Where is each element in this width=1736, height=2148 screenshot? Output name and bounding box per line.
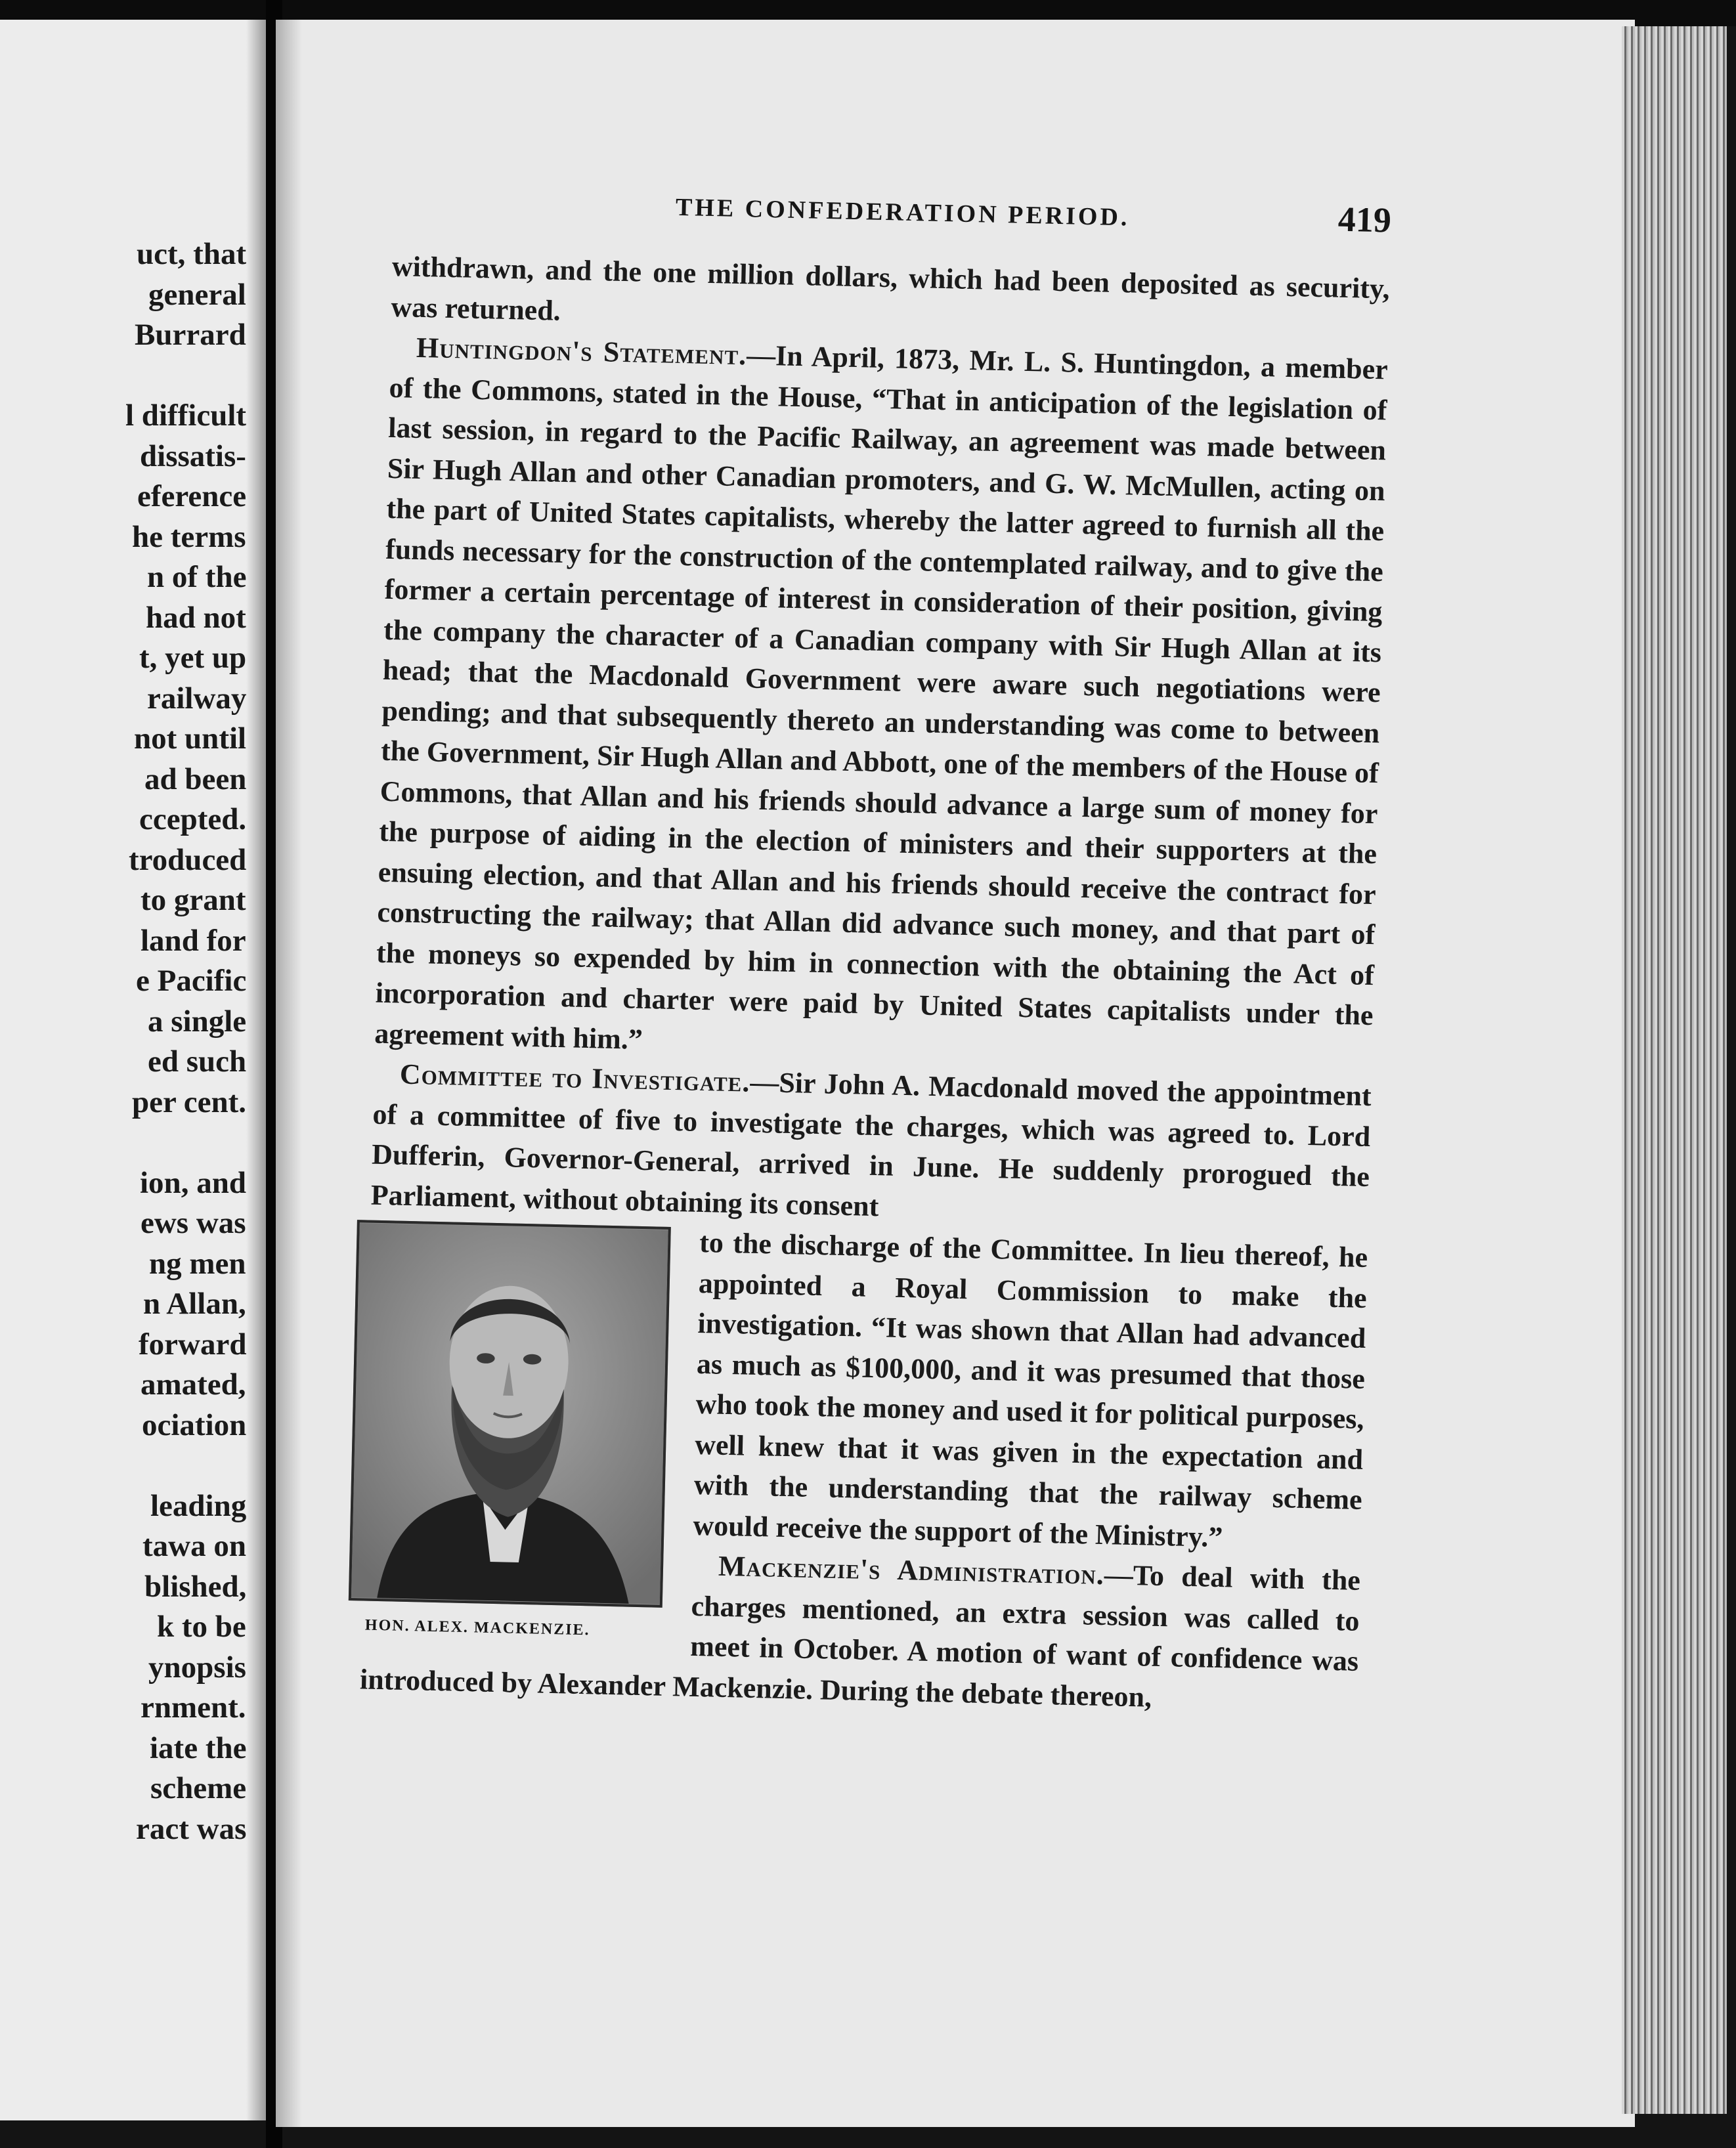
left-page-line: leading: [150, 1488, 247, 1523]
left-page-line: ccepted.: [139, 802, 247, 836]
portrait-caption: HON. ALEX. MACKENZIE.: [364, 1616, 590, 1639]
left-page-line: k to be: [157, 1610, 246, 1644]
left-page-line: blished,: [144, 1569, 247, 1604]
page-number: 419: [1337, 199, 1392, 240]
left-page-line: e Pacific: [136, 964, 247, 998]
left-page-line: ociation: [142, 1407, 247, 1442]
paragraph-committee-text-a: —Sir John A. Macdonald moved the appointment of a committee of five to investigate the charges, which was agreed to. Lord Dufferin, Governor-General, arrived in June. He suddenly prorogued the Parliament, without obtaining its consent: [370, 1065, 1372, 1222]
left-page-line: forward: [139, 1327, 247, 1362]
section-heading-committee: Committee to Investigate.: [399, 1058, 750, 1098]
left-page-line: ews was: [141, 1206, 246, 1240]
left-page-line: dissatis-: [140, 439, 246, 473]
left-page-line: ynopsis: [148, 1650, 246, 1685]
left-page-line: not until: [134, 721, 247, 756]
left-page-line: t, yet up: [139, 641, 247, 675]
paragraph-continuation: withdrawn, and the one million dollars, which had been deposited as security, was returned.: [390, 249, 1391, 327]
portrait-figure: [348, 1220, 678, 1641]
section-heading-huntingdon: Huntingdon's Statement.: [416, 331, 747, 372]
body-text: [359, 246, 1390, 1722]
left-page-line: ract was: [136, 1811, 247, 1846]
left-page-line: per cent.: [132, 1085, 247, 1119]
left-page-line: ng men: [149, 1246, 246, 1281]
left-page-fragment: [0, 20, 266, 2120]
left-page-line: amated,: [141, 1367, 246, 1402]
page-fore-edge: [1622, 26, 1727, 2114]
left-page-line: uct, that: [137, 237, 247, 271]
left-page-line: had not: [146, 600, 246, 635]
left-page-line: Burrard: [135, 318, 246, 352]
left-page-line: to grant: [141, 883, 246, 917]
left-page-line: n Allan,: [143, 1287, 246, 1321]
left-page-line: ad been: [144, 762, 247, 796]
paragraph-committee: [370, 1054, 1372, 1237]
left-page-line: troduced: [129, 842, 247, 877]
paragraph-huntingdon-text: —In April, 1873, Mr. L. S. Huntingdon, a member of the Commons, stated in the House, “That in anticipation of the legislation of last session, in regard to the Pacific Railway, an agreement was made between Sir Hugh Allan and other Canadian promoters, and G. W. McMullen, acting on the part of United States capitalists, whereby the latter agreed to furnish all the funds necessary for the construction of the contemplated railway, and to give the former a certain percentage of interest in consideration of their position, giving the company the character of a Canadian company with Sir Hugh Allan at its head; that the Macdonald Government were aware such negotiations were pending; and that subsequently thereto an understanding was come to between the Government, Sir Hugh Allan and Abbott, one of the members of the House of Commons, that Allan and his friends should advance a large sum of money for the purpose of aiding in the election of ministers and their supporters at the ensuing election, and that Allan and his friends should receive the contract for constructing the railway; that Allan did advance such money, and that part of the moneys so expended by him in connection with the obtaining the Act of incorporation and charter were paid by United States capitalists under the agreement with him.”: [374, 339, 1389, 1056]
left-page-line: general: [148, 277, 246, 312]
left-page-line: land for: [141, 923, 246, 958]
left-page-line: tawa on: [142, 1529, 246, 1563]
running-title: THE CONFEDERATION PERIOD.: [675, 193, 1130, 232]
right-page-inner-shadow: [276, 20, 302, 2127]
section-heading-mackenzie: Mackenzie's Administration.: [718, 1549, 1105, 1591]
left-page-line: ed such: [148, 1044, 247, 1079]
paragraph-huntingdon: [374, 327, 1389, 1076]
page-content: [359, 177, 1391, 1722]
portrait-illustration: [351, 1222, 668, 1605]
left-page-line: a single: [148, 1004, 247, 1039]
portrait-image: [349, 1220, 671, 1608]
left-gutter-shadow: [246, 20, 266, 2120]
paragraph-committee-text-b: to the discharge of the Committee. In lieu thereof, he appointed a Royal Commission to make the investigation. “It was shown that Allan had advanced as much as $100,000, and it was presumed that those who took the money and used it for political purposes, well knew that it was given in the expectation and with the understanding that the railway scheme would receive the support of the Ministry.”: [692, 1226, 1368, 1553]
left-page-line: he terms: [132, 519, 246, 554]
left-page-line: l difficult: [125, 398, 247, 433]
paragraph-mackenzie-text: —To deal with the charges mentioned, an extra session was called to meet in October. A motion of want of confidence was introduced by Alexander Mackenzie. During the debate thereon,: [359, 1558, 1361, 1713]
left-page-line: eference: [137, 479, 247, 513]
left-page-line: scheme: [150, 1771, 247, 1805]
left-page-line: iate the: [150, 1730, 247, 1765]
left-page-line: ion, and: [140, 1165, 246, 1200]
left-page-line: railway: [147, 681, 247, 716]
left-page-line: n of the: [147, 560, 247, 594]
left-page-line: rnment.: [141, 1690, 246, 1725]
